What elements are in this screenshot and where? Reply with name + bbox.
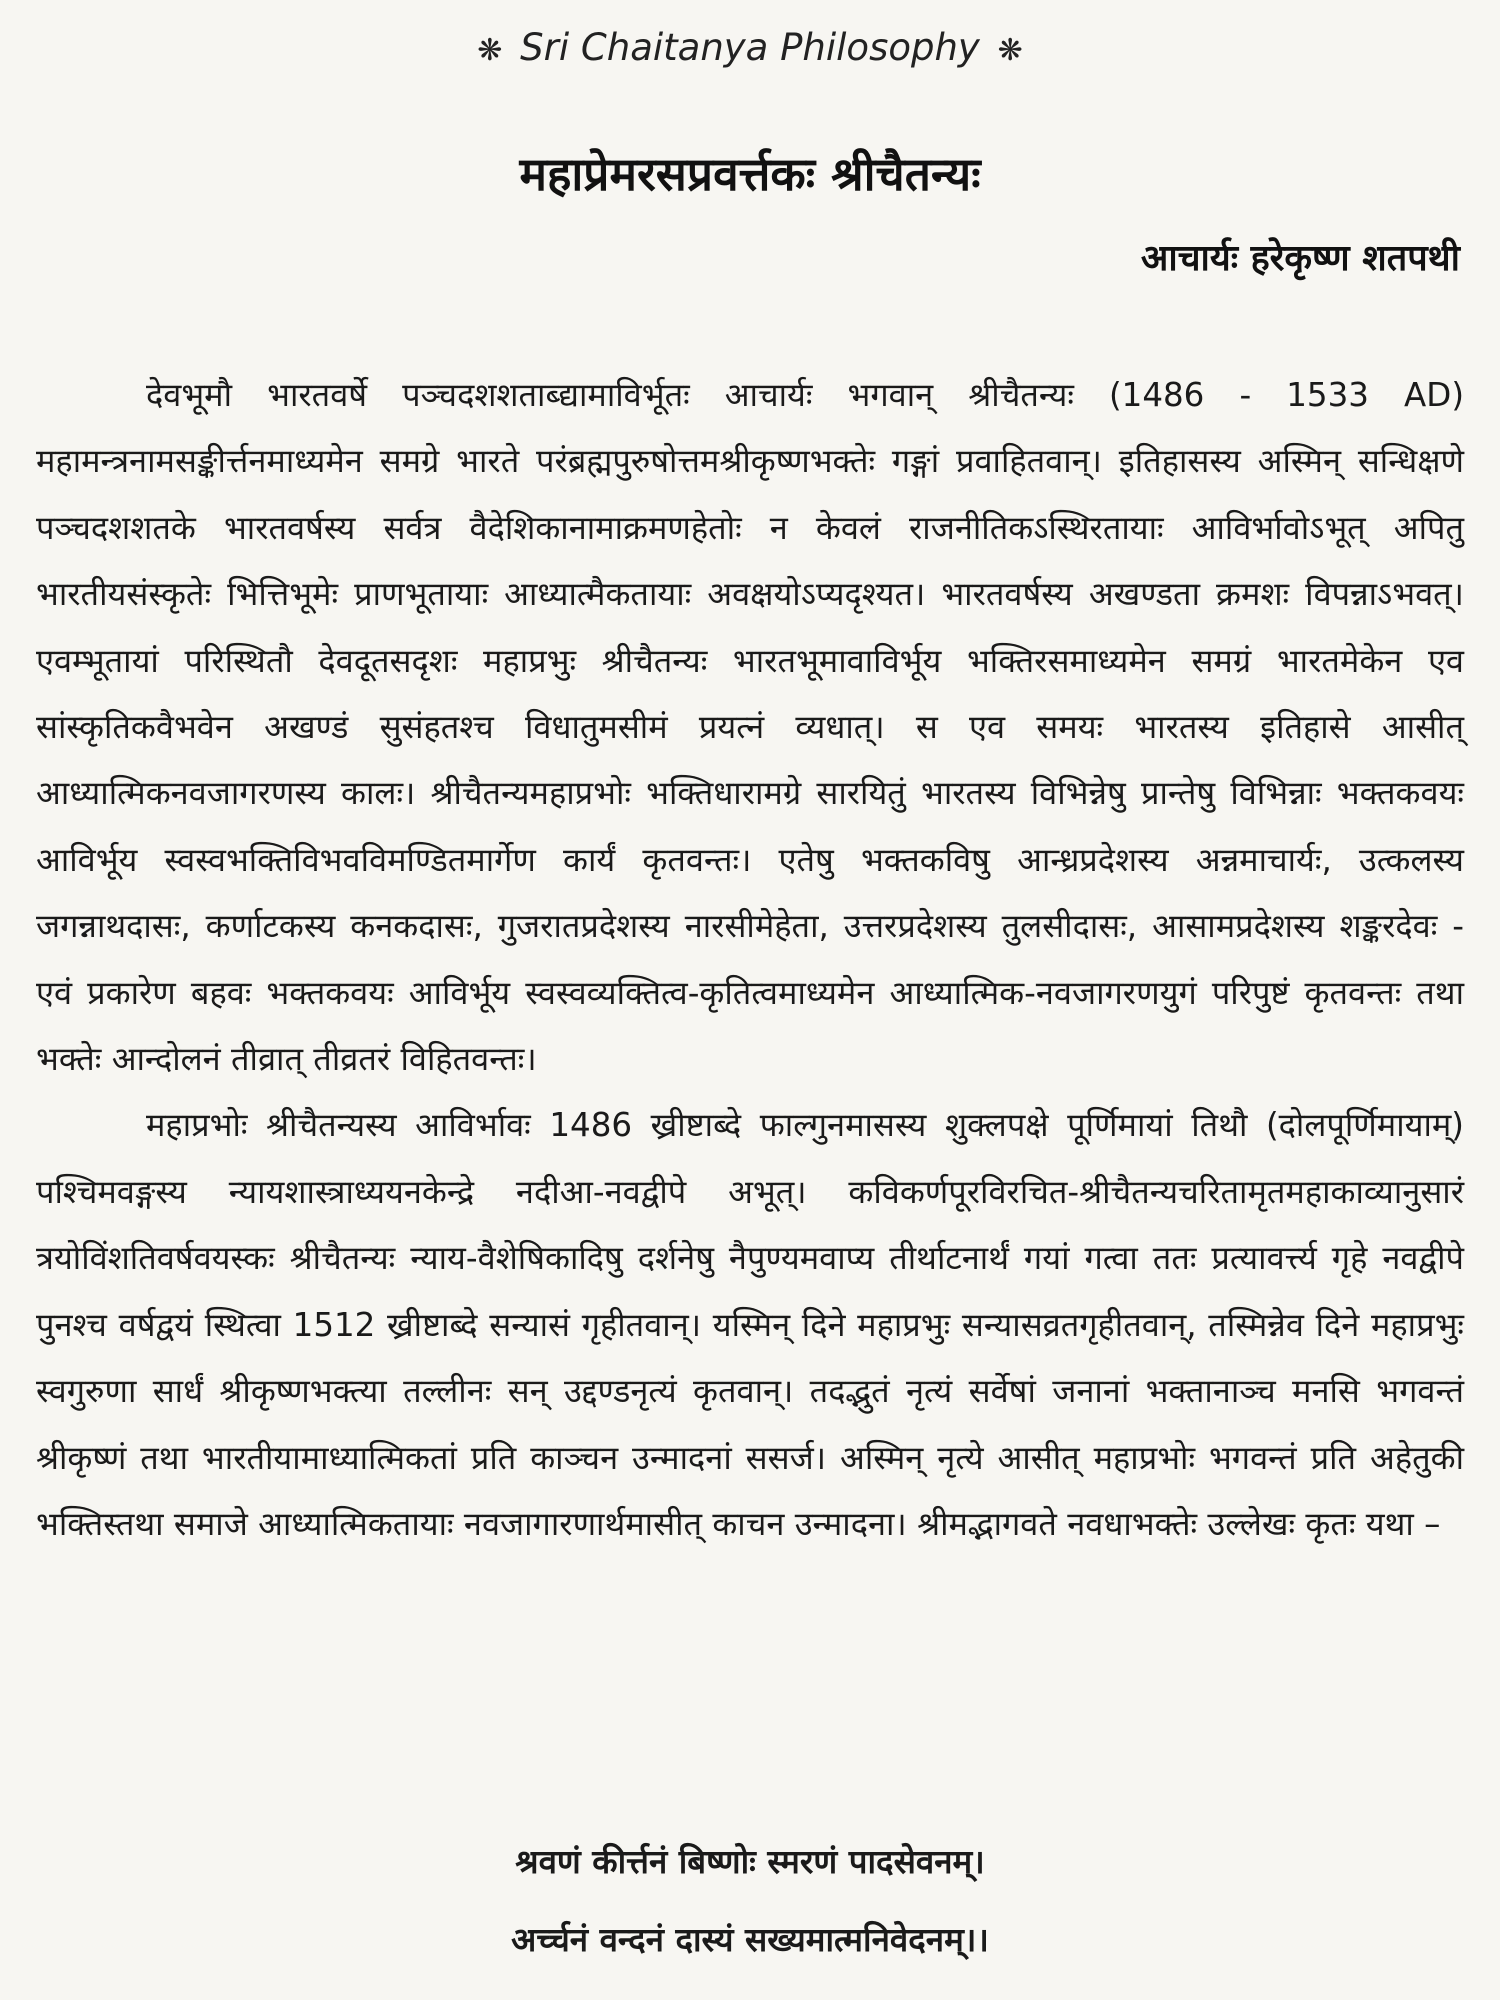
- header-text: Sri Chaitanya Philosophy: [520, 26, 980, 69]
- article-body: [36, 362, 1464, 1557]
- asterisk-ornament-icon: ❋: [477, 33, 503, 68]
- author-name: आचार्यः हरेकृष्ण शतपथी: [1140, 238, 1460, 279]
- asterisk-ornament-icon: ❋: [997, 33, 1023, 68]
- verse-line: श्रवणं कीर्त्तनं बिष्णोः स्मरणं पादसेवनम्।: [515, 1842, 985, 1881]
- article-title: महाप्रेमरसप्रवर्त्तकः श्रीचैतन्यः: [519, 147, 981, 201]
- verse-line: अर्च्चनं वन्दनं दास्यं सख्यमात्मनिवेदनम्।।: [511, 1920, 989, 1959]
- running-header: [0, 26, 1500, 69]
- paragraph: देवभूमौ भारतवर्षे पञ्चदशशताब्द्यामाविर्भूतः आचार्यः भगवान् श्रीचैतन्यः (1486 - 1533 AD) महामन्त्रनामसङ्कीर्त्तनमाध्यमेन समग्रे भारते परंब्रह्मपुरुषोत्तमश्रीकृष्णभक्तेः गङ्गां प्रवाहितवान्। इतिहासस्य अस्मिन् सन्धिक्षणे पञ्चदशशतके भारतवर्षस्य सर्वत्र वैदेशिकानामाक्रमणहेतोः न केवलं राजनीतिकऽस्थिरतायाः आविर्भावोऽभूत् अपितु भारतीयसंस्कृतेः भित्तिभूमेः प्राणभूतायाः आध्यात्मैकतायाः अवक्षयोऽप्यदृश्यत। भारतवर्षस्य अखण्डता क्रमशः विपन्नाऽभवत्। एवम्भूतायां परिस्थितौ देवदूतसदृशः महाप्रभुः श्रीचैतन्यः भारतभूमावाविर्भूय भक्तिरसमाध्यमेन समग्रं भारतमेकेन एव सांस्कृतिकवैभवेन अखण्डं सुसंहतश्च विधातुमसीमं प्रयत्नं व्यधात्। स एव समयः भारतस्य इतिहासे आसीत् आध्यात्मिकनवजागरणस्य कालः। श्रीचैतन्यमहाप्रभोः भक्तिधारामग्रे सारयितुं भारतस्य विभिन्नेषु प्रान्तेषु विभिन्नाः भक्तकवयः आविर्भूय स्वस्वभक्तिविभवविमण्डितमार्गेण कार्यं कृतवन्तः। एतेषु भक्तकविषु आन्ध्रप्रदेशस्य अन्नमाचार्यः, उत्कलस्य जगन्नाथदासः, कर्णाटकस्य कनकदासः, गुजरातप्रदेशस्य नारसीमेहेता, उत्तरप्रदेशस्य तुलसीदासः, आसामप्रदेशस्य शङ्करदेवः - एवं प्रकारेण बहवः भक्तकवयः आविर्भूय स्वस्वव्यक्तित्व-कृतित्वमाध्यमेन आध्यात्मिक-नवजागरणयुगं परिपुष्टं कृतवन्तः तथा भक्तेः आन्दोलनं तीव्रात् तीव्रतरं विहितवन्तः।: [36, 376, 1464, 1079]
- paragraph: महाप्रभोः श्रीचैतन्यस्य आविर्भावः 1486 ख्रीष्टाब्दे फाल्गुनमासस्य शुक्लपक्षे पूर्णिमायां तिथौ (दोलपूर्णिमायाम्) पश्चिमवङ्गस्य न्यायशास्त्राध्ययनकेन्द्रे नदीआ-नवद्वीपे अभूत्। कविकर्णपूरविरचित-श्रीचैतन्यचरितामृतमहाकाव्यानुसारं त्रयोविंशतिवर्षवयस्कः श्रीचैतन्यः न्याय-वैशेषिकादिषु दर्शनेषु नैपुण्यमवाप्य तीर्थाटनार्थं गयां गत्वा ततः प्रत्यावर्त्त्य गृहे नवद्वीपे पुनश्च वर्षद्वयं स्थित्वा 1512 ख्रीष्टाब्दे सन्यासं गृहीतवान्। यस्मिन् दिने महाप्रभुः सन्यासव्रतगृहीतवान्, तस्मिन्नेव दिने महाप्रभुः स्वगुरुणा सार्धं श्रीकृष्णभक्त्या तल्लीनः सन् उद्दण्डनृत्यं कृतवान्। तदद्भुतं नृत्यं सर्वेषां जनानां भक्तानाञ्च मनसि भगवन्तं श्रीकृष्णं तथा भारतीयामाध्यात्मिकतां प्रति काञ्चन उन्मादनां ससर्ज। अस्मिन् नृत्ये आसीत् महाप्रभोः भगवन्तं प्रति अहेतुकी भक्तिस्तथा समाजे आध्यात्मिकतायाः नवजागारणार्थमासीत् काचन उन्मादना। श्रीमद्भागवते नवधाभक्तेः उल्लेखः कृतः यथा –: [36, 1106, 1464, 1543]
